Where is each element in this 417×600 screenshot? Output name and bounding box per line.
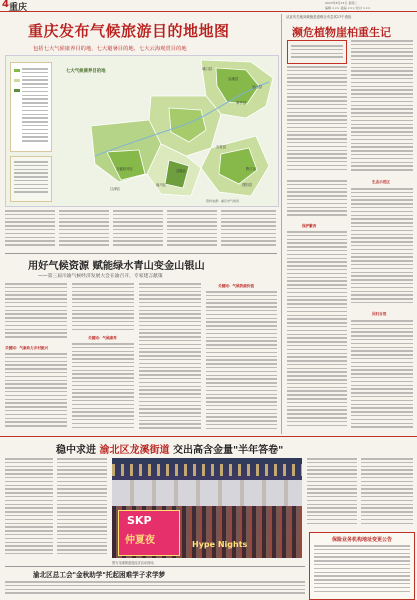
banner-title-part1: 稳中求进 [56, 445, 96, 456]
banner-col-2 [57, 458, 107, 558]
bottom-left-text [5, 581, 305, 599]
right-crosshead-1: 生态示范区 [372, 180, 390, 184]
map-side-legend [10, 156, 52, 202]
banner-title [56, 441, 386, 456]
photo-tent-row [112, 480, 302, 506]
map-label-wansheng: 万盛经开区 [116, 167, 133, 171]
legend-swatch-2 [14, 79, 20, 82]
lead-body-col-5 [221, 210, 276, 250]
right-col-a-3 [287, 231, 347, 433]
photo-caption: 图为龙溪街道夜经济活动现场。 [112, 561, 157, 565]
notice-text [314, 545, 410, 597]
right-crosshead-2: 保护繁育 [302, 224, 317, 228]
banner-top-rule [0, 436, 417, 437]
right-crosshead-3: 回归自然 [372, 312, 387, 316]
right-col-b-3 [351, 320, 413, 433]
second-col-2 [72, 283, 134, 333]
crosshead-1: 关键词：气象助力乡村振兴 [5, 346, 49, 350]
second-subtitle: ——第三届川渝气候经济发展大会在渝召开，专家建言献策 [38, 274, 163, 279]
right-col-a-1 [287, 66, 347, 176]
banner-title-part3: 交出高含金量"半年答卷" [172, 445, 284, 456]
lead-body-col-2 [59, 210, 109, 250]
side-legend-text [14, 161, 48, 197]
map-label-fengjie: 奉节县 [236, 101, 247, 105]
date-line: 2023年8月15日 星期二 [325, 1, 358, 5]
editor-box-text [291, 45, 343, 61]
map-label-wushan: 巫山县 [252, 85, 263, 89]
lead-subtitle: 包括七大气候康养目的地、七大避暑目的地、七大云海观赏目的地 [33, 46, 187, 52]
crosshead-3: 关键词：气候资源价值 [218, 284, 254, 288]
lead-title: 重庆发布气候旅游目的地地图 [28, 22, 230, 40]
second-col-4 [206, 291, 277, 433]
banner-title-part2: 渝北区龙溪街道 [99, 445, 170, 456]
second-col-2b [72, 343, 134, 433]
divider-bottom [5, 566, 305, 567]
photo-sign-en: Hype Nights [192, 540, 248, 549]
photo-lights-1 [112, 464, 302, 476]
second-col-1 [5, 283, 67, 343]
right-col-b-1 [351, 40, 413, 176]
photo-sign-big: 仲夏夜 [125, 535, 155, 546]
second-col-1b [5, 353, 67, 433]
right-col-a-2 [287, 180, 347, 220]
editor-line: 编辑 ××× 美编 ××× 校对 ××× [325, 6, 371, 10]
right-title: 濒危植物崖柏重生记 [292, 26, 391, 39]
legend-swatch-3 [14, 89, 20, 92]
map-label-wulong: 武隆区 [176, 169, 187, 173]
bottom-left-title: 渝北区总工会"金秋助学"托起困难学子求学梦 [33, 571, 166, 579]
night-market-photo [112, 458, 302, 558]
page-header [0, 0, 417, 12]
second-col-3 [139, 283, 201, 433]
lead-body-col-4 [167, 210, 217, 250]
map-label-nanchuan: 南川区 [156, 183, 167, 187]
map-credit: 资料来源：重庆市气象局 [206, 199, 240, 203]
crosshead-2: 关键词：气候康养 [88, 336, 117, 340]
map-title: 七大气候康养目的地 [66, 69, 106, 74]
map-label-chengkou: 城口县 [202, 67, 213, 71]
lead-body-col-1 [5, 210, 55, 250]
banner-col-5 [361, 458, 413, 528]
legend-swatch-1 [14, 69, 20, 72]
column-divider [281, 14, 282, 434]
map-label-jiangjin: 江津区 [110, 187, 121, 191]
second-title: 用好气候资源 赋能绿水青山变金山银山 [28, 261, 205, 272]
right-col-b-2 [351, 188, 413, 308]
photo-sign-text: SKP [127, 514, 152, 527]
header-red-rule [0, 11, 417, 12]
section-name: 重庆 [9, 3, 28, 13]
lead-body-col-3 [113, 210, 163, 250]
right-editor-box [287, 40, 347, 64]
notice-title: 保险业务机构地址变更公告 [331, 537, 392, 543]
right-kicker: 从宣布关地到栽植是道难全市尝试17个查俭 [286, 15, 352, 19]
notice-box [309, 532, 415, 600]
banner-col-4 [307, 458, 357, 528]
climate-map [5, 55, 279, 207]
divider-lead [5, 253, 277, 254]
map-label-shizhu: 石柱县 [216, 145, 227, 149]
map-legend [10, 62, 52, 152]
map-label-wuxi: 巫溪县 [228, 77, 239, 81]
map-label-youyang: 酉阳县 [242, 183, 253, 187]
photo-sign-box [118, 510, 180, 556]
section-number: 4 [2, 0, 9, 10]
banner-col-1 [5, 458, 53, 558]
map-label-qianjiang: 黔江区 [246, 167, 257, 171]
legend-text [22, 68, 48, 148]
